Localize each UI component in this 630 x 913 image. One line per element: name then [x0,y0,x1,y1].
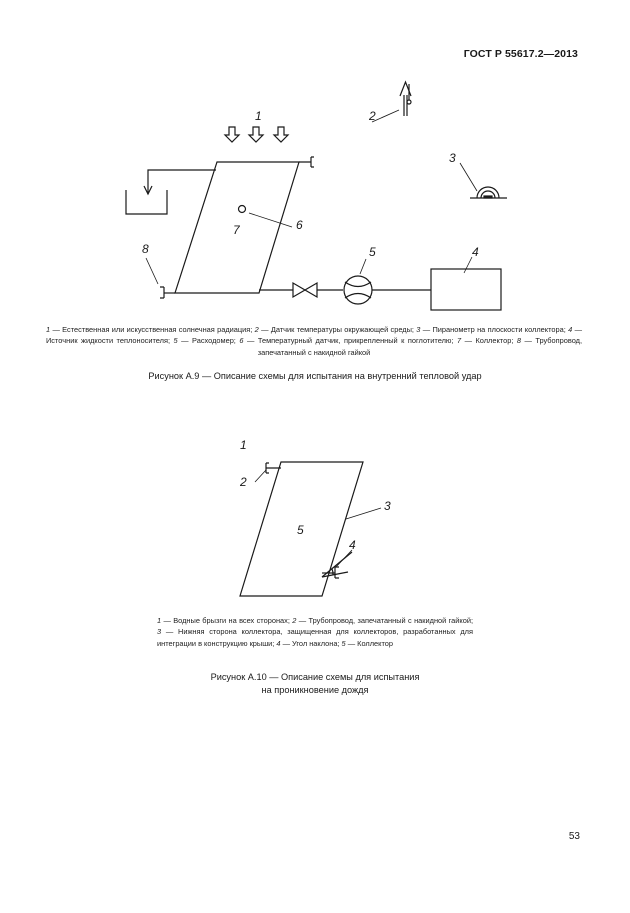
sealed-pipe-with-cap [146,258,175,298]
legend-num: 6 [239,336,244,346]
legend-num: 3 [416,325,421,334]
figure-a10-legend [157,615,473,649]
legend-text: — Коллектор [345,638,393,648]
label-2: 2 [240,475,247,489]
pyranometer-icon [460,163,507,198]
legend-text: — Естественная или искусственная солнечная радиация; [50,325,255,334]
figure-a9-legend [46,324,582,358]
legend-num: 5 [341,638,346,648]
legend-num: 5 [173,336,178,346]
label-1: 1 [255,109,262,123]
figure-a10-labels [239,438,391,552]
legend-num: 1 [157,616,162,625]
label-8: 8 [142,242,149,256]
ambient-temperature-sensor-icon [372,82,411,122]
page-number: 53 [568,831,580,842]
label-7: 7 [233,223,240,237]
label-1: 1 [240,438,247,452]
caption-line: на проникновение дождя [261,684,369,695]
legend-num: 4 [276,638,281,648]
legend-num: 2 [254,325,259,334]
label-3: 3 [449,151,456,165]
outlet-pipe [259,259,431,304]
legend-text: — Водные брызги на всех сторонах; [161,616,293,625]
figure-a9-caption: Рисунок А.9 — Описание схемы для испытания на внутренний тепловой удар [148,371,482,381]
label-5: 5 [369,245,376,259]
legend-text: — Трубопровод, запечатанный с накидной гайкой; [296,616,474,625]
fluid-source-box [431,269,501,310]
caption-line: Рисунок А.10 — Описание схемы для испытания [210,672,420,682]
absorber-temperature-sensor [239,206,246,213]
legend-text: — Угол наклона; [280,638,342,648]
label-2: 2 [369,109,376,123]
document-code: ГОСТ Р 55617.2—2013 [463,48,578,60]
label-4: 4 [349,538,356,552]
flow-meter [344,276,372,304]
legend-num: 3 [157,627,162,637]
legend-text: — Датчик температуры окружающей среды; [258,325,417,334]
tilt-angle [322,550,352,578]
legend-text: — Трубопровод, запечатанный с накидной гайкой [257,336,583,357]
legend-text: — Расходомер; [177,336,240,346]
label-4: 4 [472,245,479,259]
label-5: 5 [297,523,304,537]
legend-text: — Нижняя сторона коллектора, защищенная для коллекторов, разработанных для интеграции в конструкцию крыши; [157,627,473,648]
legend-text: — Температурный датчик, прикрепленный к поглотителю; [243,336,457,346]
label-6: 6 [296,218,303,232]
radiation-arrows [225,127,288,142]
legend-num: 1 [46,325,51,334]
legend-text: — Коллектор; [461,336,517,346]
figure-a10-caption [180,671,450,696]
legend-num: 4 [568,325,573,334]
legend-num: 7 [456,336,462,346]
legend-text: — Пиранометр на плоскости коллектора; [420,325,569,334]
label-3: 3 [384,499,391,513]
legend-num: 8 [516,336,521,346]
legend-num: 2 [292,616,297,625]
legend-text: — Источник жидкости теплоносителя; [46,325,582,346]
